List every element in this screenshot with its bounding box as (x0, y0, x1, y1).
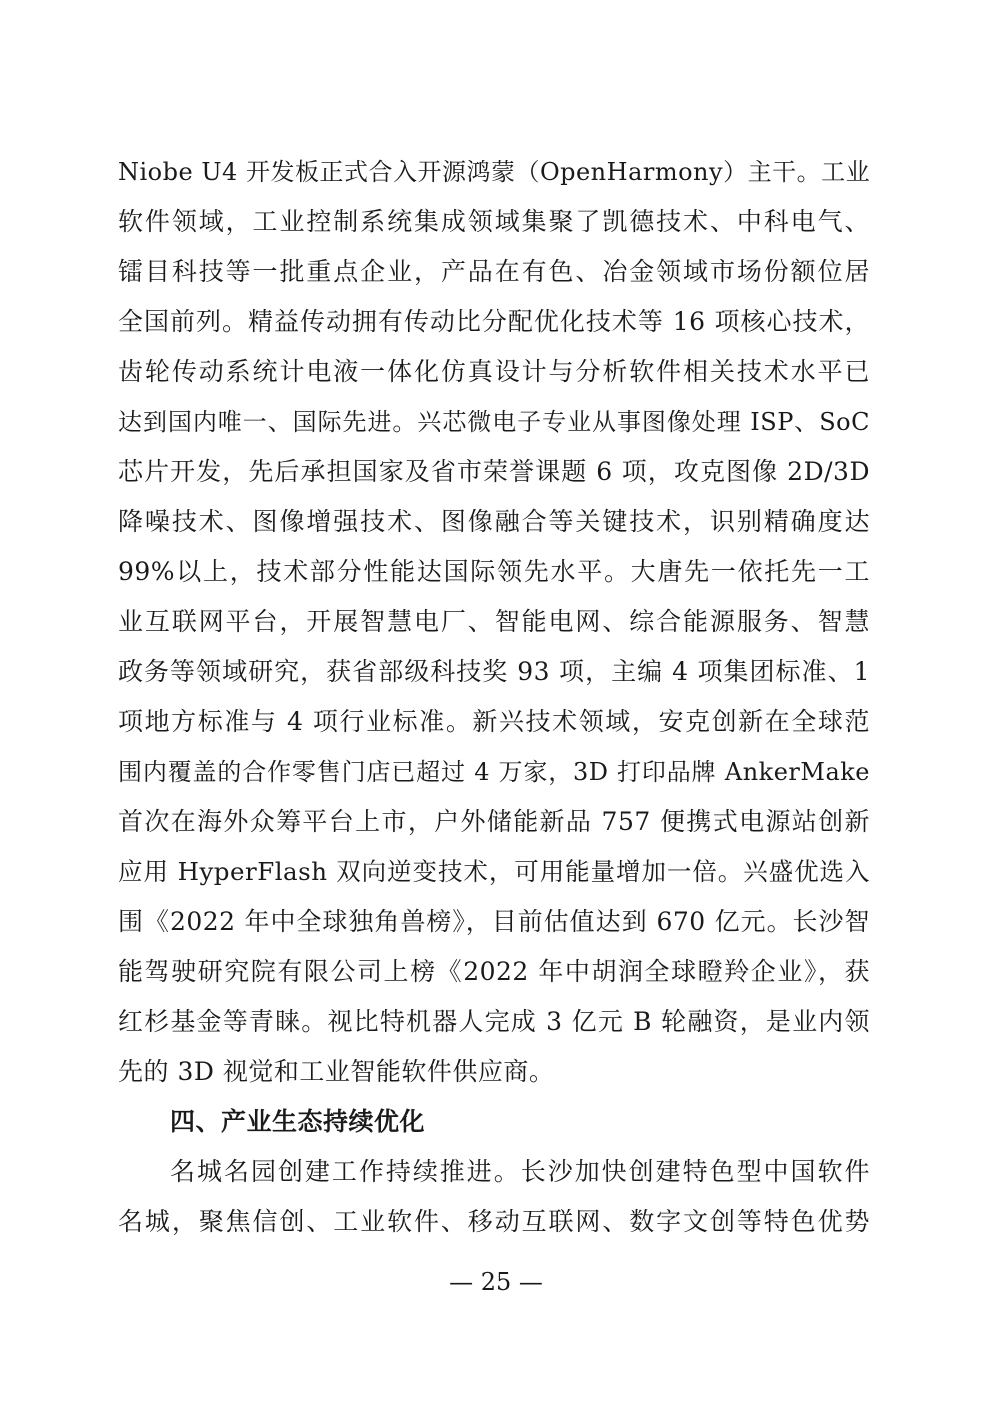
body-line: 政务等领域研究，获省部级科技奖 93 项，主编 4 项集团标准、1 (118, 657, 870, 686)
section-line: 名城，聚焦信创、工业软件、移动互联网、数字文创等特色优势 (118, 1207, 870, 1236)
body-line: 芯片开发，先后承担国家及省市荣誉课题 6 项，攻克图像 2D/3D (118, 457, 870, 486)
body-line: 降噪技术、图像增强技术、图像融合等关键技术，识别精确度达 (118, 507, 870, 536)
body-line: 围内覆盖的合作零售门店已超过 4 万家，3D 打印品牌 AnkerMake (118, 758, 870, 786)
body-line: Niobe U4 开发板正式合入开源鸿蒙（OpenHarmony）主干。工业 (118, 158, 871, 186)
page-number: — 25 — (449, 1268, 543, 1296)
body-line: 先的 3D 视觉和工业智能软件供应商。 (118, 1057, 555, 1086)
body-line: 业互联网平台，开展智慧电厂、智能电网、综合能源服务、智慧 (118, 607, 870, 636)
body-line: 围《2022 年中全球独角兽榜》，目前估值达到 670 亿元。长沙智 (118, 907, 870, 936)
body-line: 镭目科技等一批重点企业，产品在有色、冶金领域市场份额位居 (118, 257, 870, 286)
body-line: 首次在海外众筹平台上市，户外储能新品 757 便携式电源站创新 (118, 807, 870, 836)
body-line: 达到国内唯一、国际先进。兴芯微电子专业从事图像处理 ISP、SoC (118, 408, 870, 436)
body-line: 红杉基金等青睐。视比特机器人完成 3 亿元 B 轮融资，是业内领 (118, 1007, 870, 1036)
body-line: 项地方标准与 4 项行业标准。新兴技术领域，安克创新在全球范 (118, 707, 870, 736)
body-line: 软件领域，工业控制系统集成领域集聚了凯德技术、中科电气、 (118, 207, 870, 236)
body-line: 齿轮传动系统计电液一体化仿真设计与分析软件相关技术水平已 (118, 357, 870, 386)
body-line: 99%以上，技术部分性能达国际领先水平。大唐先一依托先一工 (118, 557, 870, 586)
body-line: 全国前列。精益传动拥有传动比分配优化技术等 16 项核心技术， (118, 307, 870, 336)
section-line: 名城名园创建工作持续推进。长沙加快创建特色型中国软件 (170, 1157, 870, 1186)
section-heading: 四、产业生态持续优化 (170, 1107, 426, 1136)
body-line: 能驾驶研究院有限公司上榜《2022 年中胡润全球瞪羚企业》，获 (118, 957, 870, 986)
body-line: 应用 HyperFlash 双向逆变技术，可用能量增加一倍。兴盛优选入 (118, 857, 870, 886)
